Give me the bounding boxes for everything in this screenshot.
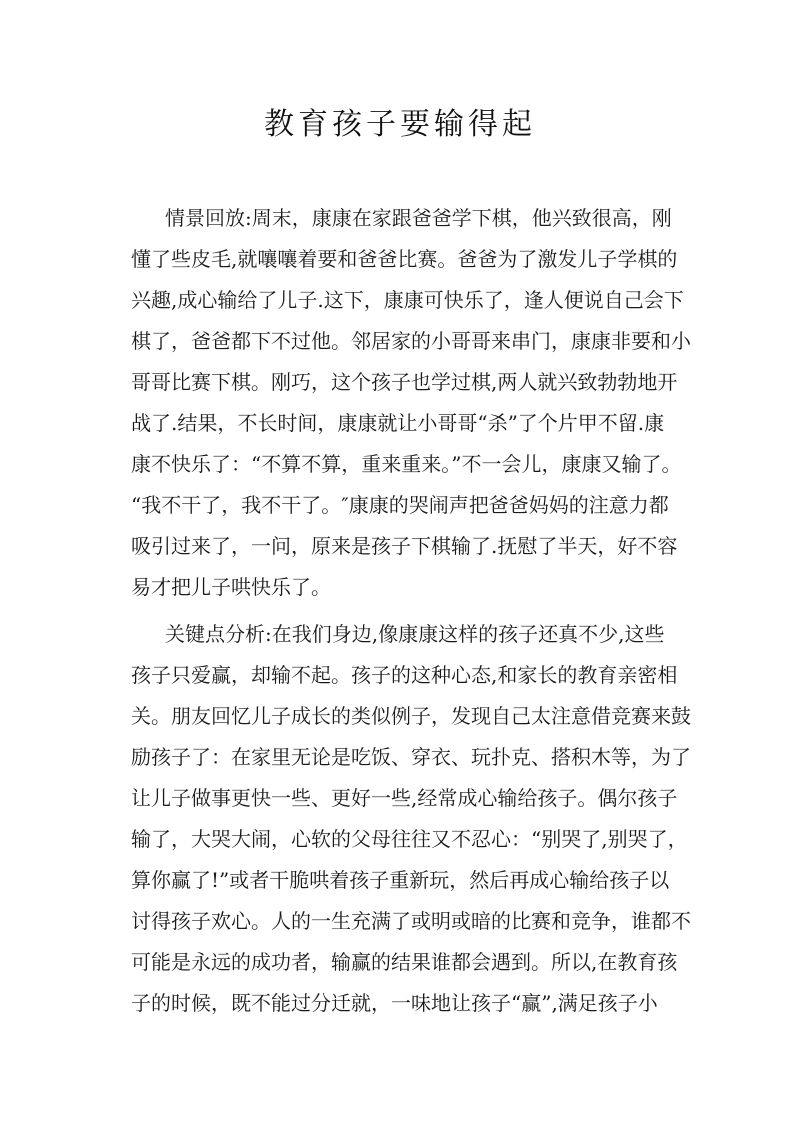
paragraph-1-line-2: 懂了些皮毛,就嚷嚷着要和爸爸比赛。爸爸为了激发儿子学棋的 bbox=[131, 247, 678, 271]
paragraph-2-line-1: 关键点分析:在我们身边,像康康这样的孩子还真不少,这些 bbox=[165, 622, 665, 646]
paragraph-1-line-3: 兴趣,成心输给了儿子.这下，康康可快乐了，逢人便说自己会下 bbox=[131, 288, 684, 312]
paragraph-2-line-4: 励孩子了：在家里无论是吃饭、穿衣、玩扑克、搭积木等，为了 bbox=[131, 745, 691, 769]
paragraph-1-line-10: 易才把儿子哄快乐了。 bbox=[131, 575, 331, 599]
paragraph-2-line-10: 子的时候，既不能过分迁就，一味地让孩子“赢”,满足孩子小 bbox=[131, 991, 658, 1015]
paragraph-1-line-9: 吸引过来了，一问，原来是孩子下棋输了.抚慰了半天，好不容 bbox=[131, 534, 678, 558]
paragraph-2-line-6: 输了，大哭大闹，心软的父母往往又不忍心：“别哭了,别哭了， bbox=[131, 827, 688, 851]
document-title: 教育孩子要输得起 bbox=[264, 107, 536, 142]
paragraph-1-line-7: 康不快乐了：“不算不算，重来重来。”不一会儿，康康又输了。 bbox=[131, 452, 682, 476]
paragraph-1-line-5: 哥哥比赛下棋。刚巧，这个孩子也学过棋,两人就兴致勃勃地开 bbox=[131, 370, 678, 394]
paragraph-1-line-4: 棋了，爸爸都下不过他。邻居家的小哥哥来串门，康康非要和小 bbox=[131, 329, 691, 353]
paragraph-2-line-9: 可能是永远的成功者，输赢的结果谁都会遇到。所以,在教育孩 bbox=[131, 950, 678, 974]
paragraph-2-line-5: 让儿子做事更快一些、更好一些,经常成心输给孩子。偶尔孩子 bbox=[131, 786, 678, 810]
paragraph-1-line-6: 战了.结果，不长时间，康康就让小哥哥“杀”了个片甲不留.康 bbox=[131, 411, 665, 435]
paragraph-2-line-3: 关。朋友回忆儿子成长的类似例子，发现自己太注意借竞赛来鼓 bbox=[131, 704, 691, 728]
paragraph-2-line-7: 算你赢了!”或者干脆哄着孩子重新玩，然后再成心输给孩子以 bbox=[131, 868, 670, 892]
paragraph-2-line-8: 讨得孩子欢心。人的一生充满了或明或暗的比赛和竞争，谁都不 bbox=[131, 909, 691, 933]
paragraph-1-line-8: “我不干了，我不干了。″康康的哭闹声把爸爸妈妈的注意力都 bbox=[131, 493, 669, 517]
paragraph-1-line-1: 情景回放:周末，康康在家跟爸爸学下棋，他兴致很高，刚 bbox=[165, 206, 672, 230]
paragraph-2-line-2: 孩子只爱赢，却输不起。孩子的这种心态,和家长的教育亲密相 bbox=[131, 663, 678, 687]
